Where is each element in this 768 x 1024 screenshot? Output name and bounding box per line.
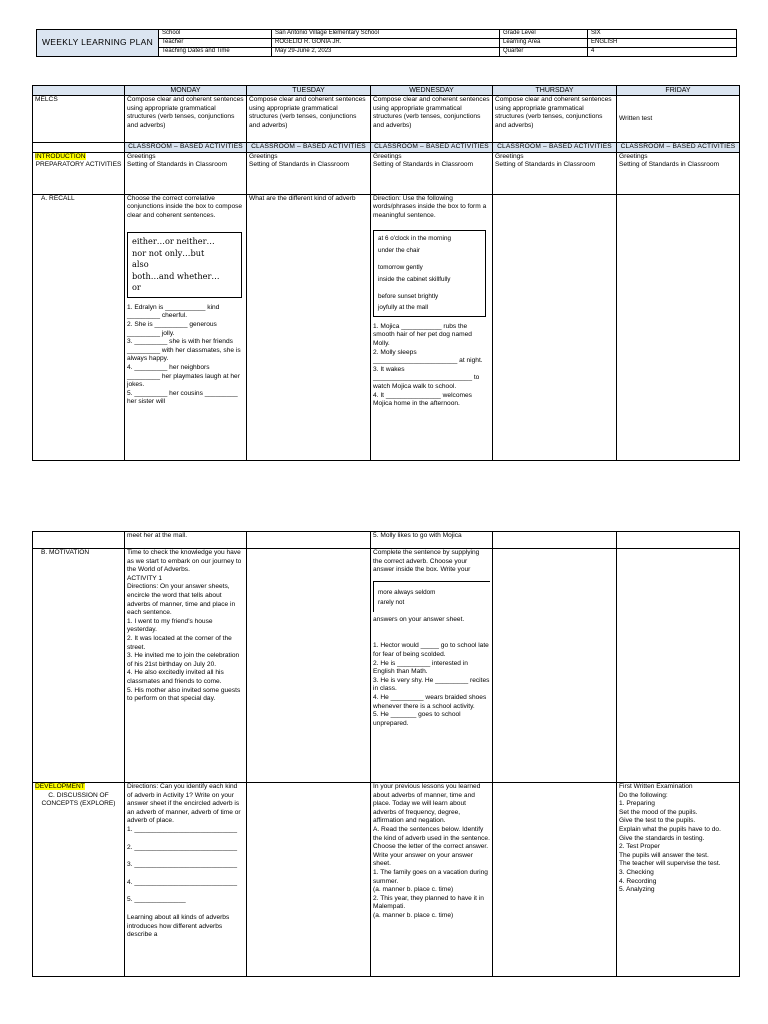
list-item: 3. It wakes ___________________________ to watch Mojica walk to school. <box>373 365 480 390</box>
continued-tuesday <box>247 532 371 549</box>
corner-cell <box>33 86 125 96</box>
greetings: Greetings <box>249 152 278 160</box>
motivation-monday <box>125 549 247 783</box>
list-item: 5. His mother also invited some guests to perform on that special day. <box>127 686 241 703</box>
list-item: 5. Analyzing <box>619 886 655 894</box>
list-item: Do the following: <box>619 791 668 799</box>
list-item: 4. He also excitedly invited all his classmates and friends to come. <box>127 669 224 685</box>
box-line: inside the cabinet skillfully <box>378 275 451 283</box>
recall-monday <box>125 194 247 460</box>
list-item: (a. manner b. place c. time) <box>373 886 454 894</box>
school-value: San Antonio Village Elementary School <box>272 30 500 39</box>
continued-label <box>33 532 125 549</box>
motivation-tuesday <box>247 549 371 783</box>
plan-table-page-1 <box>32 85 740 461</box>
recall-tuesday: What are the different kind of adverb <box>247 194 371 460</box>
greetings: Greetings <box>495 152 524 160</box>
header-table <box>36 29 737 57</box>
classroom-row <box>33 143 740 153</box>
intro-tuesday <box>247 152 371 194</box>
melcs-label: MELCS <box>33 96 125 143</box>
classroom-tuesday: CLASSROOM – BASED ACTIVITIES <box>247 143 371 153</box>
list-item: 4. It _______________ welcomes Mojica home in the afternoon. <box>373 391 472 408</box>
melcs-thursday: Compose clear and coherent sentences using appropriate grammatical structures (verb tenses, conjunctions and adverbs) <box>493 96 617 143</box>
recall-row <box>33 194 740 460</box>
list-item: 1. I went to my friend's house yesterday. <box>127 617 213 634</box>
list-item: 2. Molly sleeps _______________________ at night. <box>373 348 483 365</box>
melcs-monday: Compose clear and coherent sentences using appropriate grammatical structures (verb tenses, conjunctions and adverbs) <box>125 96 247 143</box>
classroom-wednesday: CLASSROOM – BASED ACTIVITIES <box>371 143 493 153</box>
melcs-friday <box>617 96 740 143</box>
continued-wednesday: 5. Molly likes to go with Mojica <box>371 532 493 549</box>
development-after: Learning about all kinds of adverbs introduces how different adverbs describe a <box>127 913 230 939</box>
intro-row <box>33 152 740 194</box>
list-item: 1. Edralyn is ___________ kind _________ cheerful. <box>127 303 220 320</box>
standards: Setting of Standards in Classroom <box>619 161 720 169</box>
development-row <box>33 783 740 977</box>
box-line: both…and whether… <box>132 270 220 281</box>
box-line: either…or neither… <box>132 236 215 247</box>
list-item: 3. _________ she is with her friends _________ with her classmates, she is always happy. <box>127 338 241 363</box>
continued-thursday <box>493 532 617 549</box>
list-item: 2. ____________________________ <box>127 843 238 851</box>
intro-friday <box>617 152 740 194</box>
development-thursday <box>493 783 617 977</box>
melcs-row <box>33 96 740 143</box>
list-item: 3. ____________________________ <box>127 861 238 869</box>
intro-label: INTRODUCTION <box>35 152 86 160</box>
box-line: nor not only…but <box>132 247 205 258</box>
list-item: 5. ______________ <box>127 896 186 904</box>
recall-monday-directions: Choose the correct correlative conjunctions inside the box to compose clear and coherent sentences. <box>127 194 243 219</box>
motivation-thursday <box>493 549 617 783</box>
motivation-friday <box>617 549 740 783</box>
day-tuesday: TUESDAY <box>247 86 371 96</box>
motivation-label: B. MOTIVATION <box>33 549 125 783</box>
melcs-wednesday: Compose clear and coherent sentences using appropriate grammatical structures (verb tenses, conjunctions and adverbs) <box>371 96 493 143</box>
development-label-cell <box>33 783 125 977</box>
quarter-label: Quarter <box>500 48 588 57</box>
development-wednesday-intro: In your previous lessons you learned about adverbs of manner, time and place. Today we will learn about adverbs of frequency, degree, affirmation and negation. <box>373 783 481 825</box>
motivation-directions: Directions: On your answer sheets, encircle the word that tells about adverbs of manner, time and place in each sentence. <box>127 583 236 617</box>
area-label: Learning Area <box>500 39 588 48</box>
box-line: under the chair <box>378 246 421 254</box>
development-wednesday-line: A. Read the sentences below. Identify the kind of adverb used in the sentence. <box>373 825 490 842</box>
development-wednesday <box>371 783 493 977</box>
list-item: 4. ____________________________ <box>127 878 238 886</box>
intro-monday <box>125 152 247 194</box>
box-line: rarely not <box>378 598 405 606</box>
list-item: 2. It was located at the corner of the street. <box>127 634 232 651</box>
list-item: (a. manner b. place c. time) <box>373 911 454 919</box>
box-line: joyfully at the mall <box>378 304 429 312</box>
teacher-label: Teacher <box>159 39 272 48</box>
greetings: Greetings <box>127 152 156 160</box>
standards: Setting of Standards in Classroom <box>373 161 474 169</box>
development-label: DEVELOPMENT <box>35 783 85 790</box>
list-item: 2. This year, they planned to have it in Malempati. <box>373 894 484 911</box>
intro-sub: PREPARATORY ACTIVITIES <box>35 161 122 169</box>
dates-label: Teaching Dates and Time <box>159 48 272 57</box>
day-friday: FRIDAY <box>617 86 740 96</box>
intro-thursday <box>493 152 617 194</box>
box-line: tomorrow gently <box>378 264 423 272</box>
dates-value: May 29-June 2, 2023 <box>272 48 500 57</box>
day-header-row <box>33 86 740 96</box>
teacher-value: ROGELIO R. GONIA JR. <box>272 39 500 48</box>
greetings: Greetings <box>373 152 402 160</box>
day-monday: MONDAY <box>125 86 247 96</box>
standards: Setting of Standards in Classroom <box>127 161 228 169</box>
list-item: 1. ____________________________ <box>127 825 238 833</box>
adverb-box <box>373 581 490 612</box>
motivation-wednesday-after: answers on your answer sheet. <box>373 615 465 623</box>
quarter-value: 4 <box>588 48 737 57</box>
list-item: Give the test to the pupils. <box>619 817 696 825</box>
motivation-wednesday <box>371 549 493 783</box>
continued-row <box>33 532 740 549</box>
phrase-box <box>373 230 486 316</box>
box-line: also <box>132 259 149 270</box>
list-item: 5. _________ her cousins _________ her sister will <box>127 389 238 406</box>
list-item: 3. He invited me to join the celebration of his 21st birthday on July 20. <box>127 652 240 668</box>
plan-title: WEEKLY LEARNING PLAN <box>37 30 159 57</box>
motivation-intro: Time to check the knowledge you have as we start to embark on our journey to the World of Adverbs. <box>127 549 242 574</box>
list-item: 1. Preparing <box>619 800 655 808</box>
standards: Setting of Standards in Classroom <box>249 161 350 169</box>
development-directions: Directions: Can you identify each kind of adverb in Activity 1? Write on your answer sheet if the encircled adverb is an adverb of manner, adverb of time or adverb of place. <box>127 783 241 825</box>
list-item: 4. Recording <box>619 877 657 885</box>
box-line: before sunset brightly <box>378 293 439 300</box>
development-wednesday-line: Choose the letter of the correct answer. Write your answer on your answer sheet. <box>373 843 489 868</box>
melcs-friday-text: Written test <box>619 114 653 122</box>
list-item: 4. _________ her neighbors _________ her playmates laugh at her jokes. <box>127 364 240 389</box>
intro-label-cell <box>33 152 125 194</box>
list-item: 2. She is _________ generous _________ jolly. <box>127 321 217 337</box>
classroom-corner <box>33 143 125 153</box>
recall-wednesday-directions: Direction: Use the following words/phrases inside the box to form a meaningful sentence. <box>373 194 487 219</box>
recall-friday <box>617 194 740 460</box>
list-item: 3. Checking <box>619 868 654 876</box>
day-wednesday: WEDNESDAY <box>371 86 493 96</box>
melcs-tuesday: Compose clear and coherent sentences using appropriate grammatical structures (verb tenses, conjunctions and adverbs) <box>247 96 371 143</box>
recall-label: A. RECALL <box>33 194 125 460</box>
list-item: 3. He is very shy. He _________ recites in class. <box>373 676 490 693</box>
conjunction-box <box>127 232 242 298</box>
classroom-friday: CLASSROOM – BASED ACTIVITIES <box>617 143 740 153</box>
motivation-row <box>33 549 740 783</box>
activity-title: ACTIVITY 1 <box>127 574 163 582</box>
list-item: Set the mood of the pupils. <box>619 808 698 816</box>
list-item: The pupils will answer the test. <box>619 851 709 859</box>
list-item: 2. He is _________ interested in English than Math. <box>373 659 468 676</box>
list-item: 1. Hector would _____ go to school late for fear of being scolded. <box>373 642 489 658</box>
list-item: 2. Test Proper <box>619 843 660 851</box>
development-tuesday <box>247 783 371 977</box>
development-sub: C. DISCUSSION OF CONCEPTS (EXPLORE) <box>41 791 116 808</box>
recall-thursday <box>493 194 617 460</box>
plan-table-page-2 <box>32 531 740 977</box>
intro-wednesday <box>371 152 493 194</box>
box-line: at 6 o'clock in the morning <box>378 235 451 243</box>
list-item: 1. The family goes on a vacation during summer. <box>373 868 488 885</box>
motivation-wednesday-directions: Complete the sentence by supplying the correct adverb. Choose your answer inside the box. Write your <box>373 549 480 574</box>
standards: Setting of Standards in Classroom <box>495 161 596 169</box>
list-item: Explain what the pupils have to do. <box>619 825 721 833</box>
list-item: The teacher will supervise the test. <box>619 860 721 868</box>
continued-monday: meet her at the mall. <box>125 532 247 549</box>
list-item: 1. Mojica ___________ rubs the smooth hair of her pet dog named Molly. <box>373 322 472 347</box>
grade-label: Grade Level <box>500 30 588 39</box>
continued-friday <box>617 532 740 549</box>
list-item: Give the standards in testing. <box>619 834 705 842</box>
list-item: 5. He _______ goes to school unprepared. <box>373 711 461 727</box>
exam-title: First Written Examination <box>619 783 693 790</box>
list-item: 4. He _________ wears braided shoes whenever there is a school activity. <box>373 693 487 710</box>
box-line: or <box>132 282 141 293</box>
box-line: more always seldom <box>378 588 436 596</box>
grade-value: SIX <box>588 30 737 39</box>
area-value: ENGLISH <box>588 39 737 48</box>
greetings: Greetings <box>619 152 648 160</box>
recall-wednesday <box>371 194 493 460</box>
day-thursday: THURSDAY <box>493 86 617 96</box>
classroom-monday: CLASSROOM – BASED ACTIVITIES <box>125 143 247 153</box>
school-label: School <box>159 30 272 39</box>
classroom-thursday: CLASSROOM – BASED ACTIVITIES <box>493 143 617 153</box>
development-friday <box>617 783 740 977</box>
development-monday <box>125 783 247 977</box>
